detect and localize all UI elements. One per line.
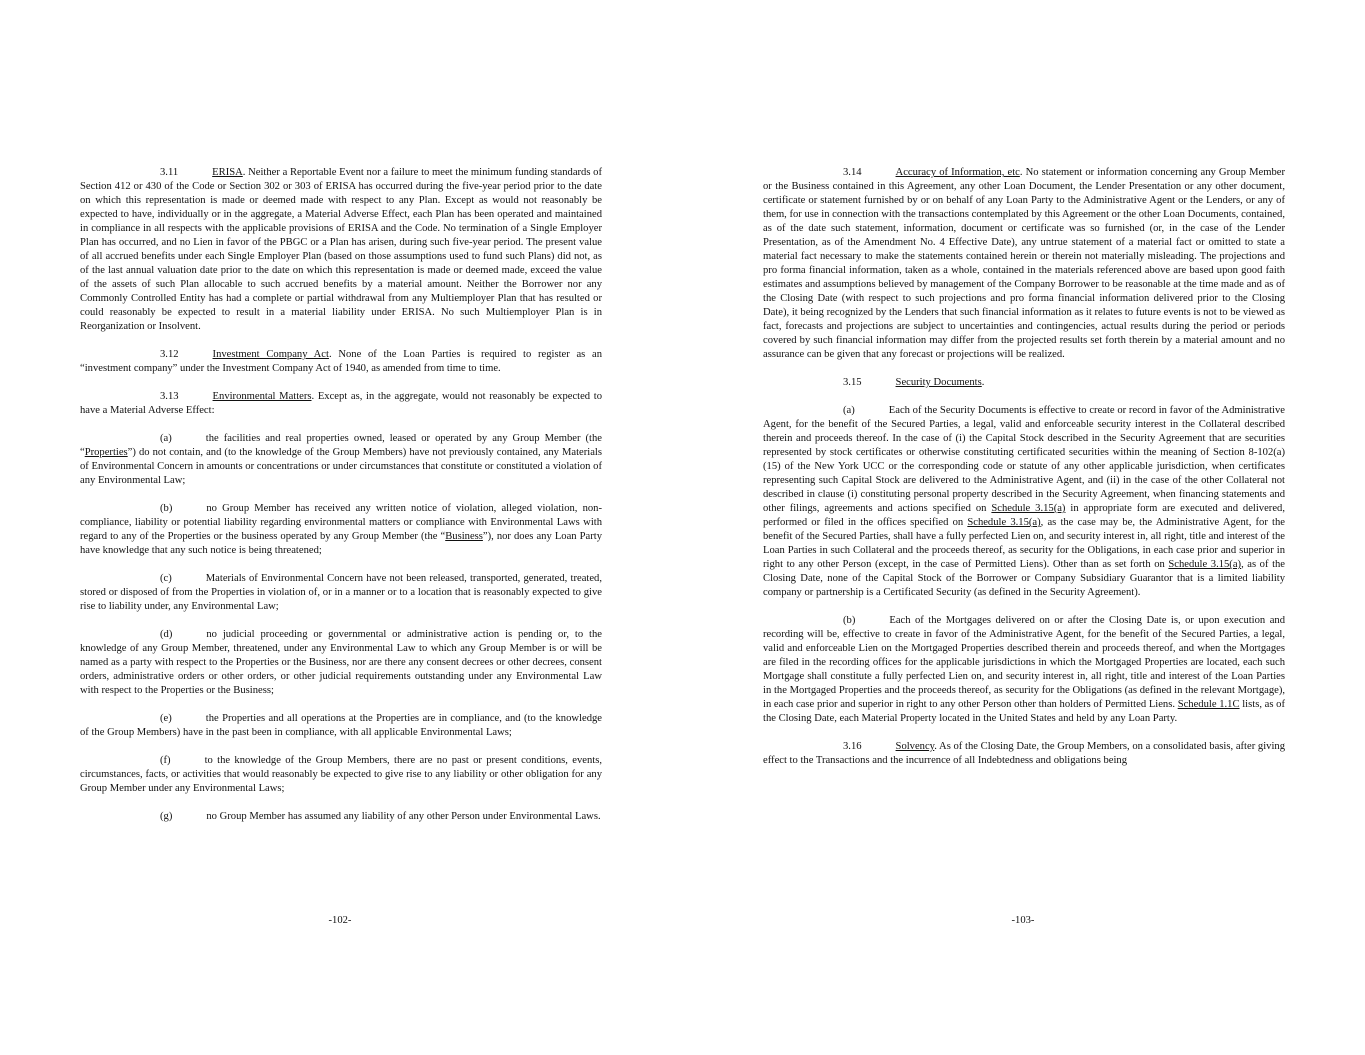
section-number: 3.11 <box>160 167 179 178</box>
clause-label: (b) <box>843 615 856 626</box>
clause-text: Each of the Mortgages delivered on or after the Closing Date is, or upon execution and recording will be, effective to create in favor of the Administrative Agent, for the benefit of the Secured Parties, a legal, valid and enforceable Lien on the Mortgaged Properties described therein and proceeds thereof, and when the Mortgages are filed in the recording offices for the applicable jurisdictions in which the Mortgaged Properties are located, each such Mortgage shall constitute a fully perfected Lien on, and security interest in, all right, title and interest of the Loan Parties in the Mortgaged Properties and the proceeds thereof, as security for the Obligations (as defined in the relevant Mortgage), in each case prior and superior in right to any other Person other than holders of Permitted Liens. <box>763 615 1285 710</box>
section-number: 3.14 <box>843 167 862 178</box>
section-text: . <box>981 377 985 388</box>
section-heading: Environmental Matters <box>212 391 312 402</box>
page-103 <box>763 166 1285 768</box>
clause-text: , as of the Closing Date, none of the Capital Stock of the Borrower or Company Subsidiary Guarantor that is a limited liability company or partnership is a Certificated Security (as defined in the Security Agreement). <box>763 559 1286 598</box>
clause-text: Materials of Environmental Concern have not been released, transported, generated, treated, stored or disposed of from the Properties in violation of, or in a manner or to a location that is reasonably expected to give rise to liability under, any Environmental Law; <box>80 573 602 612</box>
page-number-left: -102- <box>328 915 352 926</box>
clause-label: (b) <box>160 503 173 514</box>
clause-text: no Group Member has received any written notice of violation, alleged violation, non-compliance, liability or potential liability regarding environmental matters or compliance with Environmental Laws with regard to any of the Properties or the business operated by any Group Member (the “ <box>80 503 602 542</box>
clause-3-13-f <box>80 754 602 796</box>
clause-label: (d) <box>160 629 173 640</box>
clause-text: ”) do not contain, and (to the knowledge of the Group Members) have not previously contained, any Materials of Environmental Concern in amounts or concentrations or under circumstances that constitute or constituted a violation of any Environmental Law; <box>80 447 602 486</box>
clause-3-13-c <box>80 572 602 614</box>
section-heading: ERISA <box>212 167 243 178</box>
clause-label: (a) <box>843 405 855 416</box>
clause-label: (e) <box>160 713 172 724</box>
section-3-14 <box>763 166 1285 362</box>
clause-text: no judicial proceeding or governmental or administrative action is pending or, to the knowledge of any Group Member, threatened, under any Environmental Law to which any Group Member is or will be named as a party with respect to the Properties or the Business, nor are there any consent decrees or other decrees, consent orders, administrative orders or other orders, or other judicial requirements outstanding under any Environmental Law with respect to the Properties or the Business; <box>80 629 602 696</box>
section-3-15 <box>763 376 1285 390</box>
section-text: . As of the Closing Date, the Group Members, on a consolidated basis, after giving effect to the Transactions and the incurrence of all Indebtedness and obligations being <box>763 741 1285 766</box>
clause-text: the Properties and all operations at the Properties are in compliance, and (to the knowledge of the Group Members) have in the past been in compliance, with all applicable Environmental Laws; <box>80 713 602 738</box>
clause-text: in appropriate form are executed and delivered, performed or filed in the offices specified on <box>763 503 1285 528</box>
defined-term-properties: Properties <box>84 447 128 458</box>
clause-3-13-e <box>80 712 602 740</box>
section-number: 3.15 <box>843 377 862 388</box>
page-number-right: -103- <box>1011 915 1035 926</box>
section-3-12 <box>80 348 602 376</box>
clause-3-15-a <box>763 404 1285 600</box>
clause-text: ”), nor does any Loan Party have knowledge that any such notice is being threatened; <box>80 531 602 556</box>
section-heading: Accuracy of Information, etc <box>895 167 1020 178</box>
clause-text: Each of the Security Documents is effective to create or record in favor of the Administrative Agent, for the benefit of the Secured Parties, a legal, valid and enforceable security interest in the Collateral described therein and proceeds thereof. In the case of (i) the Capital Stock described in the Security Agreement that are securities represented by stock certificates or otherwise constituting certificated securities within the meaning of Section 8-102(a)(15) of the New York UCC or the corresponding code or statute of any other applicable jurisdiction, when certificates representing such Capital Stock are delivered to the Administrative Agent, and (ii) in the case of the other Collateral not described in clause (i) constituting personal property described in the Security Agreement, when financing statements and other filings, agreements and actions specified on <box>763 405 1285 514</box>
section-number: 3.13 <box>160 391 179 402</box>
defined-term-business: Business <box>445 531 483 542</box>
clause-label: (c) <box>160 573 172 584</box>
section-number: 3.12 <box>160 349 179 360</box>
clause-text: the facilities and real properties owned, leased or operated by any Group Member (the “ <box>80 433 602 458</box>
section-heading: Solvency <box>895 741 935 752</box>
clause-3-13-a <box>80 432 602 488</box>
clause-text: no Group Member has assumed any liability of any other Person under Environmental Laws. <box>206 811 601 822</box>
clause-label: (a) <box>160 433 172 444</box>
schedule-reference: Schedule 3.15(a) <box>991 503 1066 514</box>
page-102 <box>80 166 602 824</box>
clause-text: to the knowledge of the Group Members, there are no past or present conditions, events, circumstances, facts, or activities that would reasonably be expected to give rise to any liability or other obligation for any Group Member under any Environmental Laws; <box>80 755 602 794</box>
clause-3-13-d <box>80 628 602 698</box>
schedule-reference: Schedule 1.1C <box>1177 699 1240 710</box>
clause-3-13-g <box>80 810 602 824</box>
clause-label: (g) <box>160 811 173 822</box>
clause-text: lists, as of the Closing Date, each Material Property located in the United States and held by any Loan Party. <box>763 699 1285 724</box>
section-text: . None of the Loan Parties is required to register as an “investment company” under the Investment Company Act of 1940, as amended from time to time. <box>80 349 602 374</box>
section-heading: Security Documents <box>895 377 982 388</box>
clause-3-13-b <box>80 502 602 558</box>
section-heading: Investment Company Act <box>212 349 329 360</box>
section-number: 3.16 <box>843 741 862 752</box>
section-3-13 <box>80 390 602 418</box>
clause-text: , as the case may be, the Administrative Agent, for the benefit of the Secured Parties, shall have a fully perfected Lien on, and security interest in, all right, title and interest of the Loan Parties in such Collateral and the proceeds thereof, as security for the Obligations, in each case prior and superior in right to any other Person (except, in the case of Permitted Liens). Other than as set forth on <box>763 517 1285 570</box>
section-text: . Except as, in the aggregate, would not reasonably be expected to have a Material Adverse Effect: <box>80 391 602 416</box>
schedule-reference: Schedule 3.15(a) <box>967 517 1041 528</box>
section-text: . No statement or information concerning any Group Member or the Business contained in this Agreement, any other Loan Document, the Lender Presentation or any other document, certificate or statement furnished by or on behalf of any Loan Party to the Administrative Agent or the Lenders, or any of them, for use in connection with the transactions contemplated by this Agreement or the other Loan Documents, contained, as of the date such statement, information, document or certificate was so furnished (or, in the case of the Lender Presentation, as of the Amendment No. 4 Effective Date), any untrue statement of a material fact or omitted to state a material fact necessary to make the statements contained herein or therein not materially misleading. The projections and pro forma financial information, taken as a whole, contained in the materials referenced above are based upon good faith estimates and assumptions believed by management of the Company Borrower to be reasonable at the time made and as of the Closing Date (with respect to such projections and pro forma financial information delivered prior to the Closing Date), it being recognized by the Lenders that such financial information as it relates to future events is not to be viewed as fact, forecasts and projections are subject to uncertainties and contingencies, actual results during the period or periods covered by such financial information may differ from the projected results set forth therein by a material amount and no assurance can be given that any forecast or projections will be realized. <box>763 167 1285 360</box>
section-3-16 <box>763 740 1285 768</box>
schedule-reference: Schedule 3.15(a) <box>1168 559 1242 570</box>
clause-label: (f) <box>160 755 171 766</box>
section-text: . Neither a Reportable Event nor a failure to meet the minimum funding standards of Section 412 or 430 of the Code or Section 302 or 303 of ERISA has occurred during the five-year period prior to the date on which this representation is made or deemed made with respect to any Plan. Except as would not reasonably be expected to have, individually or in the aggregate, a Material Adverse Effect, each Plan has been operated and maintained in compliance in all respects with the applicable provisions of ERISA and the Code. No termination of a Single Employer Plan has occurred, and no Lien in favor of the PBGC or a Plan has arisen, during such five-year period. The present value of all accrued benefits under each Single Employer Plan (based on those assumptions used to fund such Plans) did not, as of the last annual valuation date prior to the date on which this representation is made or deemed made, exceed the value of the assets of such Plan allocable to such accrued benefits by a material amount. Neither the Borrower nor any Commonly Controlled Entity has had a complete or partial withdrawal from any Multiemployer Plan that has resulted or could reasonably be expected to result in a material liability under ERISA. No such Multiemployer Plan is in Reorganization or Insolvent. <box>80 167 602 332</box>
clause-3-15-b <box>763 614 1285 726</box>
section-3-11 <box>80 166 602 334</box>
